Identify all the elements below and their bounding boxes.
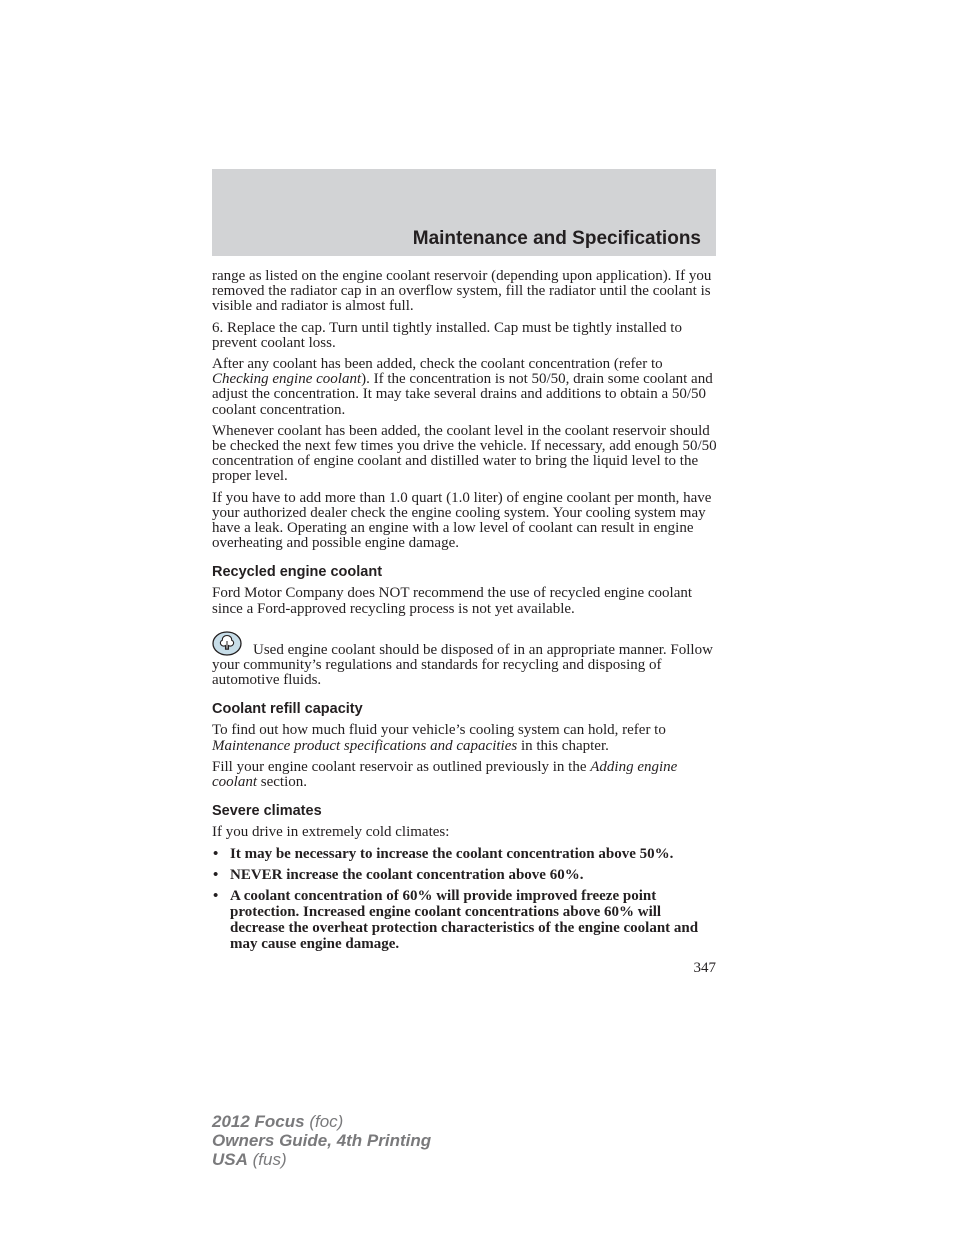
list-item: • It may be necessary to increase the coolant concentration above 50%. [212,846,718,862]
header-band [212,169,716,256]
paragraph: If you drive in extremely cold climates: [212,824,450,841]
recycle-tree-icon [212,631,242,657]
paragraph: range as listed on the engine coolant reservoir (depending upon application). If you removed the radiator cap in an overflow system, fill the radiator until the coolant is visible and radiator is almost full. [212,268,712,315]
paragraph: To find out how much fluid your vehicle’s cooling system can hold, refer to Maintenance product specifications and capacities in this chapter. [212,722,666,754]
list-item: • NEVER increase the coolant concentration above 60%. [212,867,718,883]
paragraph: Ford Motor Company does NOT recommend the use of recycled engine coolant since a Ford-approved recycling process is not yet available. [212,585,693,617]
list-item: • A coolant concentration of 60% will provide improved freeze point protection. Increased engine coolant concentrations above 60% will decrease the overheat protection characteristics of the engine coolant and may cause engine damage. [212,888,718,952]
page-number: 347 [693,960,716,976]
cross-reference: Adding engine coolant [212,758,678,791]
cross-reference: Maintenance product specifications and capacities [212,737,518,754]
section-heading: Severe climates [212,803,322,820]
page-content [212,269,718,957]
paragraph: After any coolant has been added, check the coolant concentration (refer to Checking engine coolant). If the concentration is not 50/50, drain some coolant and adjust the concentration. It may take several drains and additions to obtain a 50/50 coolant concentration. [212,356,713,418]
environment-note: Used engine coolant should be disposed of in an appropriate manner. Follow your community’s regulations and standards for recycling and disposing of automotive fluids. [212,631,718,689]
section-heading: Coolant refill capacity [212,701,363,718]
paragraph: Fill your engine coolant reservoir as outlined previously in the Adding engine coolant section. [212,758,678,791]
paragraph: 6. Replace the cap. Turn until tightly installed. Cap must be tightly installed to prevent coolant loss. [212,319,682,351]
paragraph: Whenever coolant has been added, the coolant level in the coolant reservoir should be checked the next few times you drive the vehicle. If necessary, add enough 50/50 concentration of engine coolant and distilled water to bring the liquid level to the proper level. [212,422,717,485]
section-title: Maintenance and Specifications [412,228,701,249]
cross-reference: Checking engine coolant [212,371,362,388]
paragraph: If you have to add more than 1.0 quart (1.0 liter) of engine coolant per month, have your authorized dealer check the engine cooling system. Your cooling system may have a leak. Operating an engine with a low level of coolant can result in engine overheating and possible engine damage. [212,489,712,552]
section-heading: Recycled engine coolant [212,564,383,581]
warning-list [212,846,718,952]
document-footer: 2012 Focus (foc) Owners Guide, 4th Printing USA (fus) [212,1112,432,1169]
